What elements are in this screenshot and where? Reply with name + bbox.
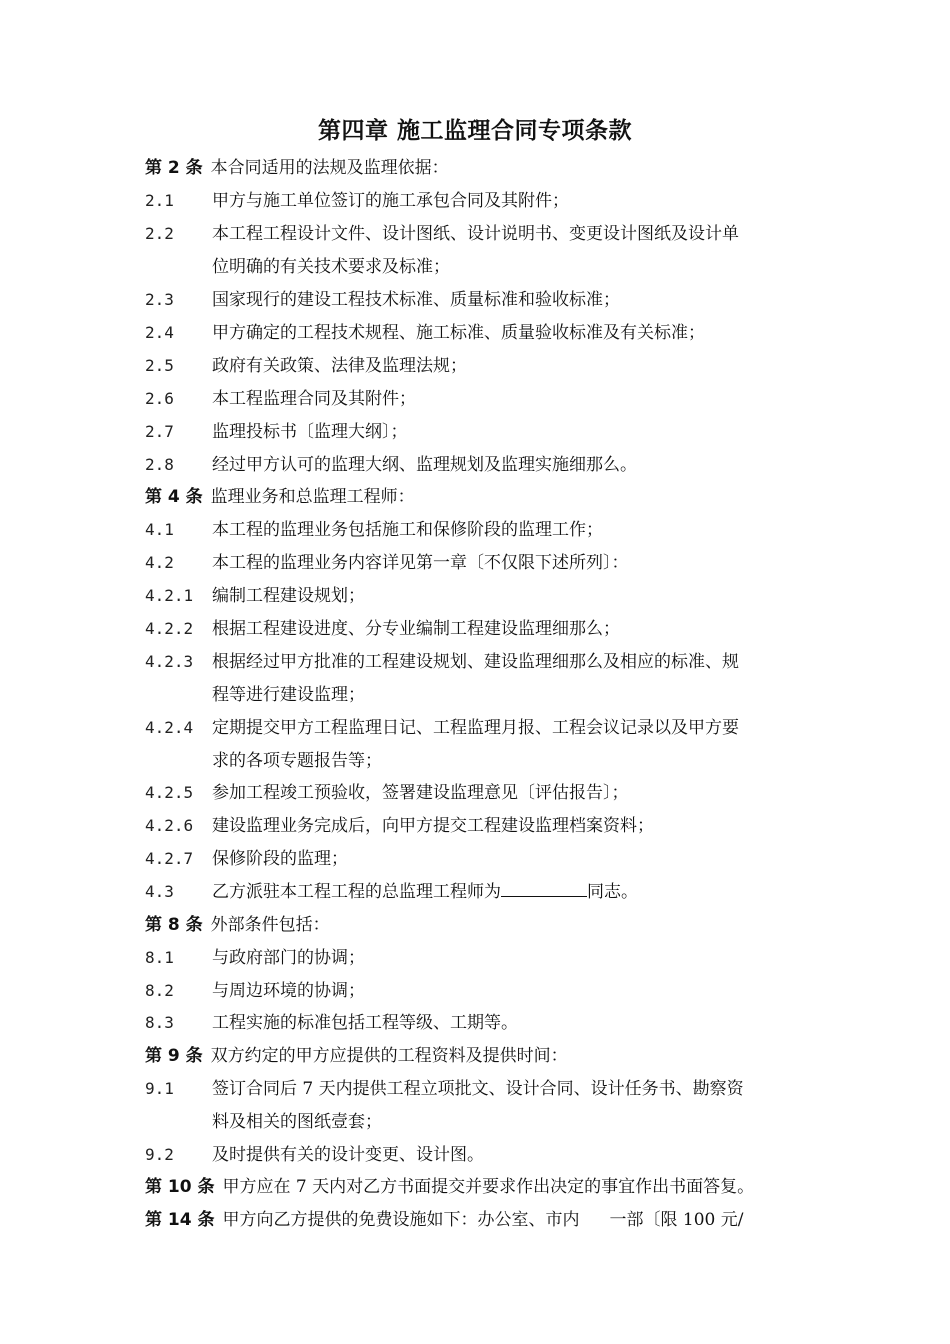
clause-number: 2.8 [145, 455, 174, 474]
clause-text: 与政府部门的协调； [212, 948, 365, 968]
clause-text: 参加工程竣工预验收，签署建设监理意见〔评估报告〕； [212, 783, 629, 803]
clause-text-before-blank: 乙方派驻本工程工程的总监理工程师为 [212, 882, 501, 902]
article-label: 第 9 条 [145, 1046, 203, 1066]
clause-number: 8.2 [145, 981, 174, 1000]
clause-number: 4.2.2 [145, 619, 194, 638]
article-10-heading [145, 1171, 815, 1204]
clause-text: 签订合同后 7 天内提供工程立项批文、设计合同、设计任务书、勘察资 [212, 1079, 744, 1099]
article-text: 外部条件包括： [210, 915, 330, 935]
clause-text: 本工程工程设计文件、设计图纸、设计说明书、变更设计图纸及设计单 [212, 224, 739, 244]
clause-text: 编制工程建设规划； [212, 586, 365, 606]
clause-text: 监理投标书〔监理大纲〕； [212, 422, 408, 442]
clause-number: 2.3 [145, 290, 174, 309]
clause-number: 9.1 [145, 1079, 174, 1098]
article-label: 第 10 条 [145, 1177, 215, 1197]
clause-number: 4.2.7 [145, 849, 194, 868]
clause-text: 甲方与施工单位签订的施工承包合同及其附件； [212, 191, 569, 211]
article-14-heading [145, 1204, 815, 1237]
article-2-heading [145, 152, 815, 185]
article-text: 甲方应在 7 天内对乙方书面提交并要求作出决定的事宜作出书面答复。 [222, 1177, 755, 1197]
article-text: 监理业务和总监理工程师： [210, 487, 415, 507]
clause-number: 2.1 [145, 191, 174, 210]
clause-text: 建设监理业务完成后，向甲方提交工程建设监理档案资料； [212, 816, 654, 836]
clause-number: 2.5 [145, 356, 174, 375]
clause-number: 4.2.5 [145, 783, 194, 802]
clause-text: 及时提供有关的设计变更、设计图。 [212, 1145, 484, 1165]
clause-text: 国家现行的建设工程技术标准、质量标准和验收标准； [212, 290, 620, 310]
article-text-before-gap: 甲方向乙方提供的免费设施如下：办公室、市内 [222, 1210, 580, 1230]
clause-text: 本工程的监理业务包括施工和保修阶段的监理工作； [212, 520, 603, 540]
clause-number: 2.7 [145, 422, 174, 441]
article-text: 本合同适用的法规及监理依据： [210, 158, 449, 178]
clause-text-after-blank: 同志。 [587, 882, 638, 902]
clause-text: 根据工程建设进度、分专业编制工程建设监理细那么； [212, 619, 620, 639]
article-label: 第 2 条 [145, 158, 203, 178]
clause-number: 2.2 [145, 224, 174, 243]
clause-number: 8.3 [145, 1013, 174, 1032]
clause-text: 政府有关政策、法律及监理法规； [212, 356, 467, 376]
clause-number: 2.6 [145, 389, 174, 408]
article-text: 双方约定的甲方应提供的工程资料及提供时间： [210, 1046, 568, 1066]
clause-text-continuation: 求的各项专题报告等； [212, 751, 382, 771]
clause-text-continuation: 料及相关的图纸壹套； [212, 1112, 382, 1132]
fill-in-blank [501, 878, 587, 897]
article-label: 第 14 条 [145, 1210, 215, 1230]
clause-text [212, 876, 638, 909]
clause-text: 根据经过甲方批准的工程建设规划、建设监理细那么及相应的标准、规 [212, 652, 739, 672]
clause-text: 工程实施的标准包括工程等级、工期等。 [212, 1013, 518, 1033]
article-9-heading [145, 1040, 815, 1073]
clause-text: 保修阶段的监理； [212, 849, 348, 869]
clause-number: 4.2 [145, 553, 174, 572]
article-label: 第 4 条 [145, 487, 203, 507]
clause-number: 4.2.6 [145, 816, 194, 835]
article-4-heading [145, 481, 815, 514]
clause-text: 定期提交甲方工程监理日记、工程监理月报、工程会议记录以及甲方要 [212, 718, 739, 738]
clause-text: 本工程监理合同及其附件； [212, 389, 416, 409]
article-8-heading [145, 909, 815, 942]
clause-text: 经过甲方认可的监理大纲、监理规划及监理实施细那么。 [212, 455, 637, 475]
article-text-after-gap: 一部〔限 100 元/ [609, 1210, 744, 1230]
clause-text: 与周边环境的协调； [212, 981, 365, 1001]
clause-number: 4.2.1 [145, 586, 194, 605]
chapter-title: 第四章 施工监理合同专项条款 [317, 118, 632, 144]
clause-text-continuation: 程等进行建设监理； [212, 685, 365, 705]
clause-number: 4.2.3 [145, 652, 194, 671]
clause-text: 甲方确定的工程技术规程、施工标准、质量验收标准及有关标准； [212, 323, 705, 343]
clause-number: 4.3 [145, 882, 174, 901]
clause-number: 9.2 [145, 1145, 174, 1164]
clause-number: 4.2.4 [145, 718, 194, 737]
clause-number: 8.1 [145, 948, 174, 967]
clause-text: 本工程的监理业务内容详见第一章〔不仅限下述所列〕： [212, 553, 629, 573]
clause-text-continuation: 位明确的有关技术要求及标准； [212, 257, 450, 277]
clause-number: 4.1 [145, 520, 174, 539]
article-label: 第 8 条 [145, 915, 203, 935]
clause-number: 2.4 [145, 323, 174, 342]
